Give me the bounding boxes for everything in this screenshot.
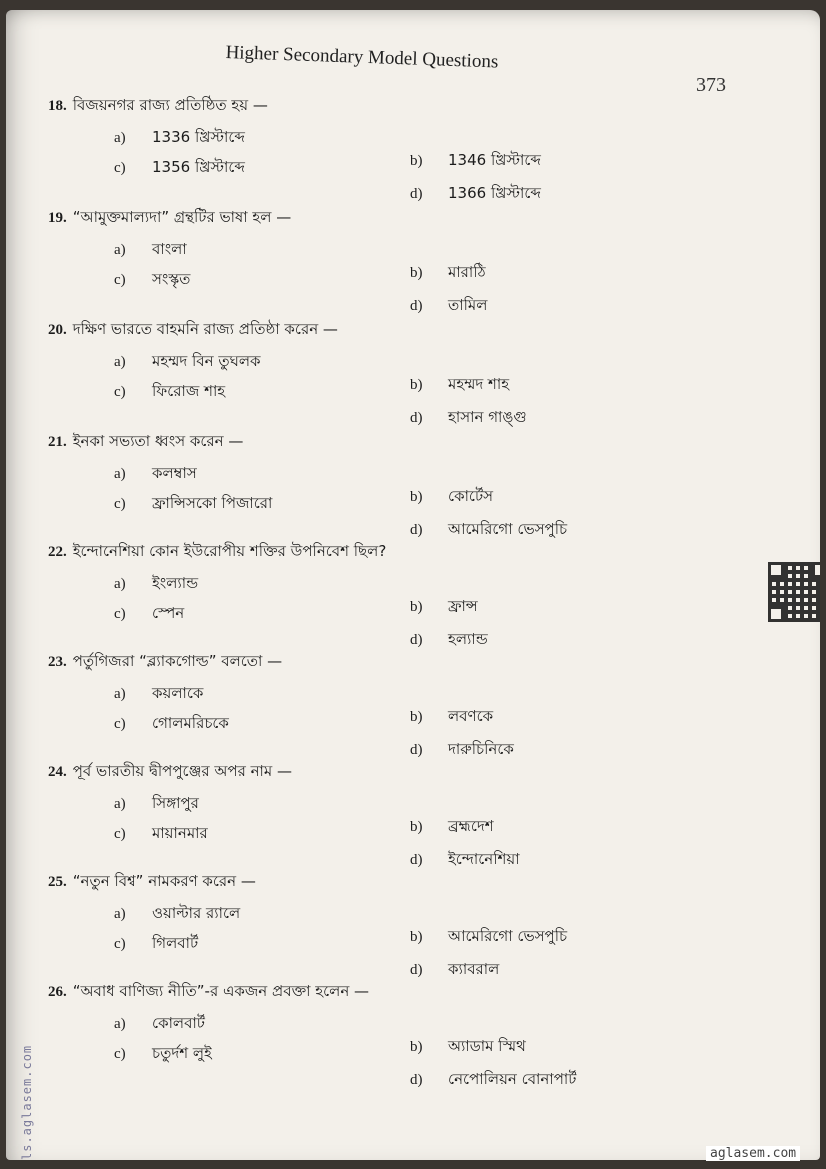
option-label: d) [410, 298, 423, 314]
answer-option [114, 380, 225, 405]
page-header: Higher Secondary Model Questions [225, 42, 499, 73]
option-label: c) [114, 826, 126, 842]
answer-option [114, 602, 184, 627]
answer-option [114, 932, 198, 957]
answer-option [114, 712, 229, 737]
question [48, 760, 748, 785]
answer-option [410, 485, 493, 510]
option-text: ইংল্যান্ড [152, 574, 199, 592]
question-text: “নতুন বিশ্ব” নামকরণ করেন — [72, 872, 256, 890]
question-text: বিজয়নগর রাজ্য প্রতিষ্ঠিত হয় — [72, 96, 268, 114]
answer-option [410, 815, 494, 840]
option-text: আমেরিগো ভেসপুচি [448, 520, 568, 538]
answer-option [410, 705, 493, 730]
option-text: কলম্বাস [152, 464, 197, 482]
option-label: d) [410, 632, 423, 648]
answer-option [410, 595, 478, 620]
option-label: c) [114, 496, 126, 512]
option-label: b) [410, 709, 423, 725]
option-text: 1346 খ্রিস্টাব্দে [448, 151, 541, 169]
question-text: পূর্ব ভারতীয় দ্বীপপুঞ্জের অপর নাম — [72, 762, 292, 780]
question-number: 19. [48, 210, 67, 226]
option-text: লবণকে [448, 707, 494, 725]
answer-option [114, 268, 190, 293]
option-text: সংস্কৃত [152, 270, 191, 288]
book-page [6, 10, 820, 1160]
answer-option [410, 373, 509, 398]
question [48, 980, 748, 1005]
option-label: c) [114, 716, 126, 732]
option-text: গোলমরিচকে [152, 714, 229, 732]
option-label: c) [114, 936, 126, 952]
question-text: দক্ষিণ ভারতে বাহমনি রাজ্য প্রতিষ্ঠা করেন — [72, 320, 338, 338]
option-label: a) [114, 576, 126, 592]
option-text: সিঙ্গাপুর [152, 794, 199, 812]
option-text: দারুচিনিকে [448, 740, 514, 758]
option-text: বাংলা [152, 240, 187, 258]
option-label: b) [410, 489, 423, 505]
option-label: d) [410, 852, 423, 868]
option-text: গিলবার্ট [152, 934, 199, 952]
option-text: মারাঠি [448, 263, 486, 281]
option-text: ক্যাবরাল [448, 960, 500, 978]
option-label: d) [410, 522, 423, 538]
option-label: a) [114, 354, 126, 370]
answer-option [410, 406, 527, 431]
question [48, 318, 748, 343]
question-text: “আমুক্তমাল্যদা” গ্রন্থটির ভাষা হল — [72, 208, 292, 226]
question-number: 21. [48, 434, 67, 450]
question-number: 23. [48, 654, 67, 670]
option-label: c) [114, 1046, 126, 1062]
question-number: 22. [48, 544, 67, 560]
option-text: মহম্মদ শাহ [448, 375, 510, 393]
question [48, 870, 748, 895]
option-text: আমেরিগো ভেসপুচি [448, 927, 568, 945]
question [48, 430, 748, 455]
option-label: a) [114, 906, 126, 922]
option-label: c) [114, 384, 126, 400]
option-label: b) [410, 1039, 423, 1055]
option-text: কোর্টেস [448, 487, 494, 505]
option-label: d) [410, 742, 423, 758]
option-text: ওয়াল্টার র‍্যালে [152, 904, 241, 922]
option-text: 1366 খ্রিস্টাব্দে [448, 184, 541, 202]
option-text: ব্রহ্মদেশ [448, 817, 494, 835]
option-label: a) [114, 466, 126, 482]
question-text: পর্তুগিজরা “ব্ল্যাকগোল্ড” বলতো — [72, 652, 283, 670]
option-label: b) [410, 377, 423, 393]
option-text: 1356 খ্রিস্টাব্দে [152, 158, 245, 176]
option-text: মহম্মদ বিন তুঘলক [152, 352, 261, 370]
question-number: 26. [48, 984, 67, 1000]
option-text: 1336 খ্রিস্টাব্দে [152, 128, 245, 146]
question-text: “অবাধ বাণিজ্য নীতি”-র একজন প্রবক্তা হলেন — [72, 982, 370, 1000]
answer-option [114, 902, 240, 927]
option-label: b) [410, 265, 423, 281]
question-number: 20. [48, 322, 67, 338]
option-label: c) [114, 160, 126, 176]
answer-option [114, 572, 198, 597]
question [48, 650, 748, 675]
option-label: d) [410, 1072, 423, 1088]
answer-option [114, 462, 197, 487]
answer-option [410, 182, 541, 207]
option-text: ইন্দোনেশিয়া [448, 850, 520, 868]
question [48, 540, 748, 565]
question-text: ইনকা সভ্যতা ধ্বংস করেন — [72, 432, 244, 450]
answer-option [410, 149, 541, 174]
answer-option [410, 1068, 576, 1093]
answer-option [114, 156, 245, 181]
question-number: 18. [48, 98, 67, 114]
option-label: b) [410, 929, 423, 945]
option-label: c) [114, 272, 126, 288]
question-number: 24. [48, 764, 67, 780]
option-text: হল্যান্ড [448, 630, 488, 648]
option-text: কয়লাকে [152, 684, 204, 702]
option-label: c) [114, 606, 126, 622]
option-label: b) [410, 599, 423, 615]
option-text: মায়ানমার [152, 824, 208, 842]
option-text: ফ্রান্স [448, 597, 478, 615]
question [48, 94, 748, 119]
option-label: a) [114, 686, 126, 702]
answer-option [114, 1012, 205, 1037]
answer-option [114, 1042, 212, 1067]
option-text: স্পেন [152, 604, 185, 622]
answer-option [114, 492, 272, 517]
option-label: d) [410, 186, 423, 202]
option-text: কোলবার্ট [152, 1014, 205, 1032]
question-text: ইন্দোনেশিয়া কোন ইউরোপীয় শক্তির উপনিবেশ ছিল? [72, 542, 387, 560]
option-label: a) [114, 1016, 126, 1032]
option-text: অ্যাডাম স্মিথ [448, 1037, 526, 1055]
option-label: a) [114, 130, 126, 146]
question-number: 25. [48, 874, 67, 890]
answer-option [114, 350, 261, 375]
answer-option [114, 238, 187, 263]
answer-option [410, 261, 486, 286]
option-text: চতুর্দশ লুই [152, 1044, 212, 1062]
answer-option [114, 792, 199, 817]
answer-option [114, 126, 245, 151]
answer-option [410, 294, 487, 319]
option-text: হাসান গাঙ্গু [448, 408, 527, 426]
option-label: d) [410, 962, 423, 978]
option-text: ফ্রান্সিসকো পিজারো [152, 494, 273, 512]
question [48, 206, 748, 231]
answer-option [114, 822, 208, 847]
option-text: ফিরোজ শাহ [152, 382, 226, 400]
answer-option [410, 1035, 526, 1060]
answer-option [410, 925, 567, 950]
option-label: b) [410, 153, 423, 169]
option-label: a) [114, 242, 126, 258]
qr-code[interactable] [768, 562, 820, 622]
option-label: d) [410, 410, 423, 426]
page-number: 373 [696, 74, 726, 96]
bottom-watermark: aglasem.com [706, 1146, 800, 1161]
option-label: a) [114, 796, 126, 812]
option-label: b) [410, 819, 423, 835]
answer-option [114, 682, 203, 707]
option-text: তামিল [448, 296, 488, 314]
side-watermark: ls.aglasem.com [20, 1044, 34, 1160]
option-text: নেপোলিয়ন বোনাপার্ট [448, 1070, 577, 1088]
